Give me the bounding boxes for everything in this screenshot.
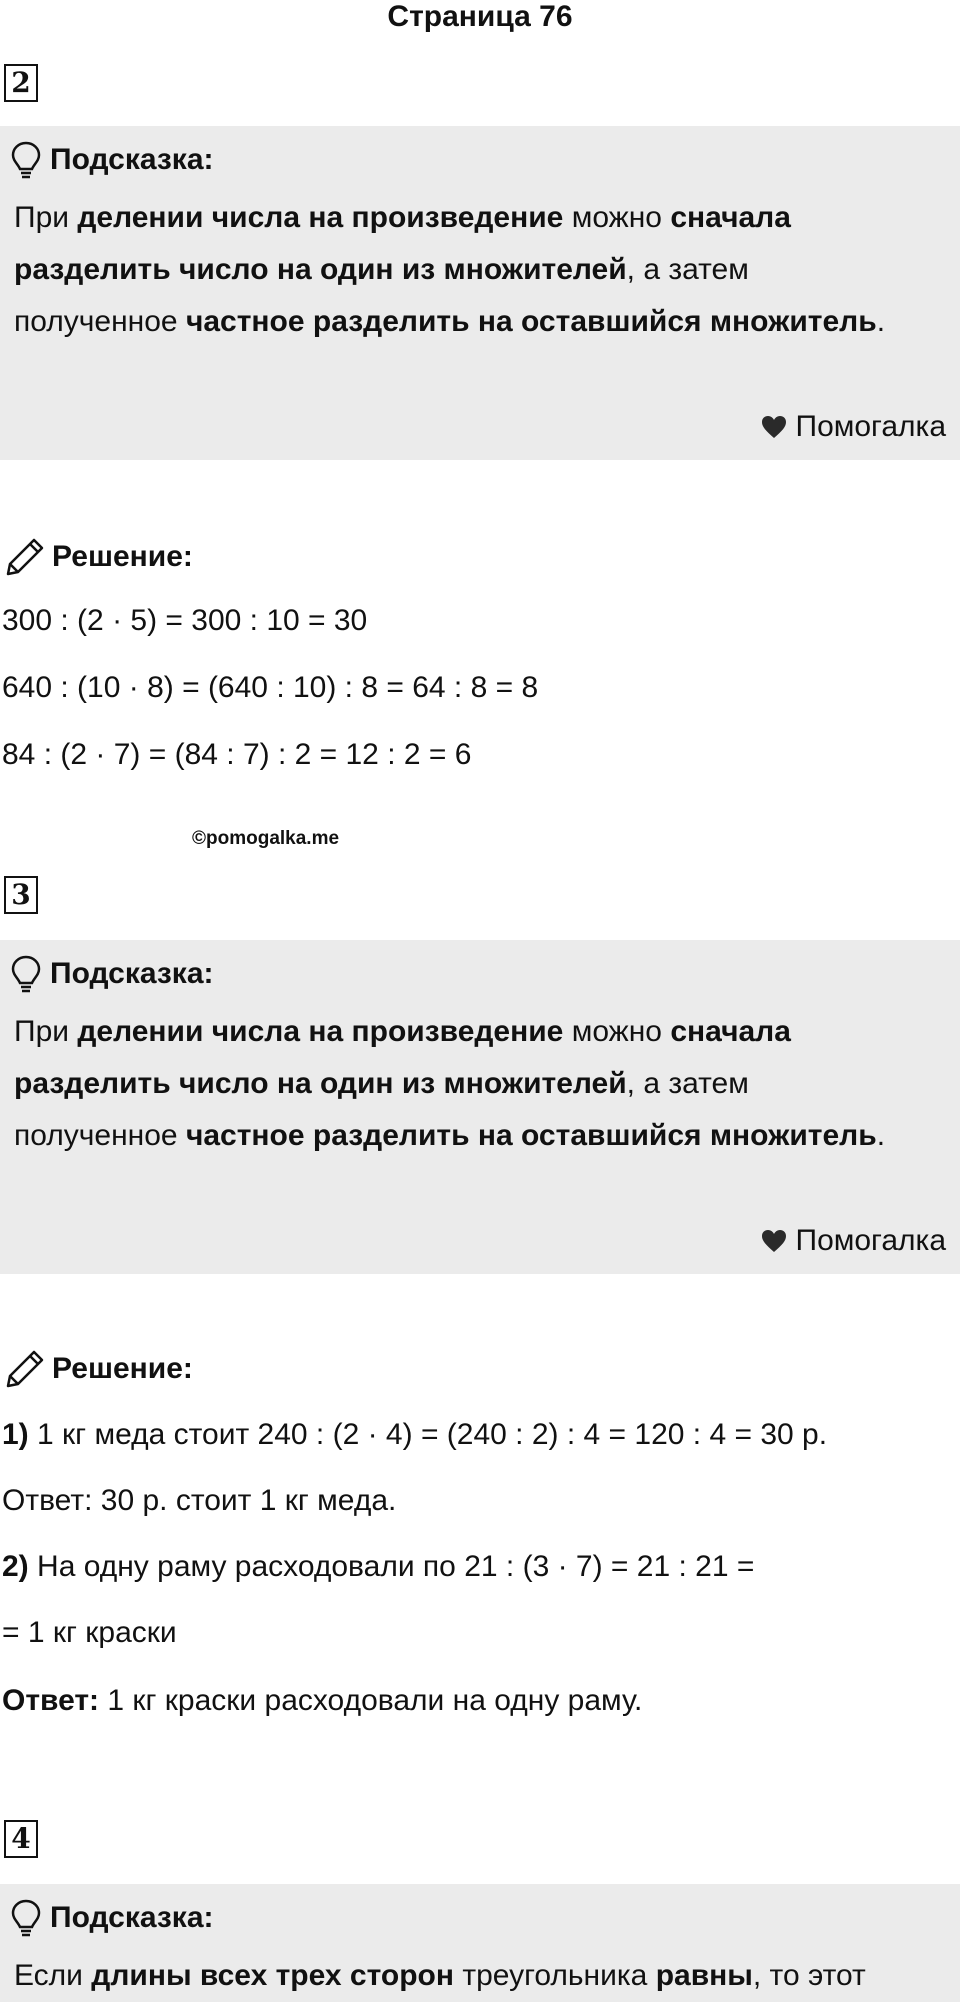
solution-text: На одну раму расходовали по 21 : (3 · 7) = 21 : 21 = [28, 1550, 755, 1583]
hint-header [10, 140, 214, 180]
hint-text [14, 1950, 914, 2002]
item-number: 2) [2, 1550, 29, 1583]
solution-header-task2 [4, 536, 193, 578]
hint-text-bold: сначала разделить число на один из множителей [14, 1015, 791, 1100]
pencil-icon [4, 536, 46, 578]
task-number-2: 2 [4, 64, 38, 102]
solution-header-task3 [4, 1348, 193, 1390]
item-number: 1) [2, 1418, 29, 1451]
hint-text-bold: длины всех трех сторон [91, 1959, 454, 1992]
pomogalka-link[interactable] [760, 1224, 947, 1258]
hint-text-part: При [14, 201, 78, 234]
pomogalka-link[interactable] [760, 410, 947, 444]
heart-icon [760, 414, 788, 440]
hint-text [14, 1006, 914, 1162]
solution-title: Решение: [52, 540, 193, 573]
lightbulb-icon [10, 140, 42, 180]
solution-line [2, 1418, 827, 1452]
copyright-text: ©pomogalka.me [192, 828, 340, 849]
hint-text-part: При [14, 1015, 78, 1048]
hint-text-part: . [876, 305, 886, 338]
pencil-icon [4, 1348, 46, 1390]
solution-line [2, 1550, 754, 1584]
hint-text-part: , то этот [752, 1959, 866, 1992]
hint-title: Подсказка: [50, 1901, 214, 1934]
hint-text-part: можно [563, 1015, 671, 1048]
hint-text-bold: сначала разделить число на один из множителей [14, 201, 791, 286]
solution-line: 300 : (2 · 5) = 300 : 10 = 30 [2, 604, 368, 637]
task-number-4: 4 [4, 1820, 38, 1858]
answer-label: Ответ: [2, 1684, 100, 1717]
solution-title: Решение: [52, 1352, 193, 1385]
hint-box-task3 [0, 940, 960, 1274]
hint-text-bold: частное разделить на оставшийся множитель [185, 305, 877, 338]
answer-line: Ответ: 30 р. стоит 1 кг меда. [2, 1484, 397, 1517]
hint-text-part: , а затем полученное [14, 1067, 749, 1152]
page-title: Страница 76 [387, 0, 573, 33]
lightbulb-icon [10, 954, 42, 994]
solution-line: 84 : (2 · 7) = (84 : 7) : 2 = 12 : 2 = 6 [2, 738, 472, 771]
heart-icon [760, 1228, 788, 1254]
solution-text: 1 кг меда стоит 240 : (2 · 4) = (240 : 2) : 4 = 120 : 4 = 30 р. [28, 1418, 828, 1451]
hint-text-bold: частное разделить на оставшийся множитель [185, 1119, 877, 1152]
solution-line: 640 : (10 · 8) = (640 : 10) : 8 = 64 : 8 = 8 [2, 671, 539, 704]
hint-text-part: , а затем полученное [14, 253, 749, 338]
hint-box-task2 [0, 126, 960, 460]
hint-box-task4 [0, 1884, 960, 2002]
hint-text [14, 192, 914, 348]
hint-text-part: . [876, 1119, 886, 1152]
hint-text-part: треугольника [454, 1959, 656, 1992]
hint-text-part: можно [563, 201, 671, 234]
pomogalka-label: Помогалка [795, 410, 946, 443]
hint-text-bold: делении числа на произведение [77, 201, 564, 234]
lightbulb-icon [10, 1898, 42, 1938]
hint-header [10, 954, 214, 994]
pomogalka-label: Помогалка [795, 1224, 946, 1257]
solution-line: = 1 кг краски [2, 1616, 177, 1649]
hint-text-bold: делении числа на произведение [77, 1015, 564, 1048]
task-number-3: 3 [4, 876, 38, 914]
hint-text-bold: равны [655, 1959, 753, 1992]
hint-title: Подсказка: [50, 957, 214, 990]
answer-line [2, 1684, 642, 1718]
hint-text-part: Если [14, 1959, 92, 1992]
hint-title: Подсказка: [50, 143, 214, 176]
answer-text: 1 кг краски расходовали на одну раму. [99, 1684, 643, 1717]
hint-header [10, 1898, 214, 1938]
